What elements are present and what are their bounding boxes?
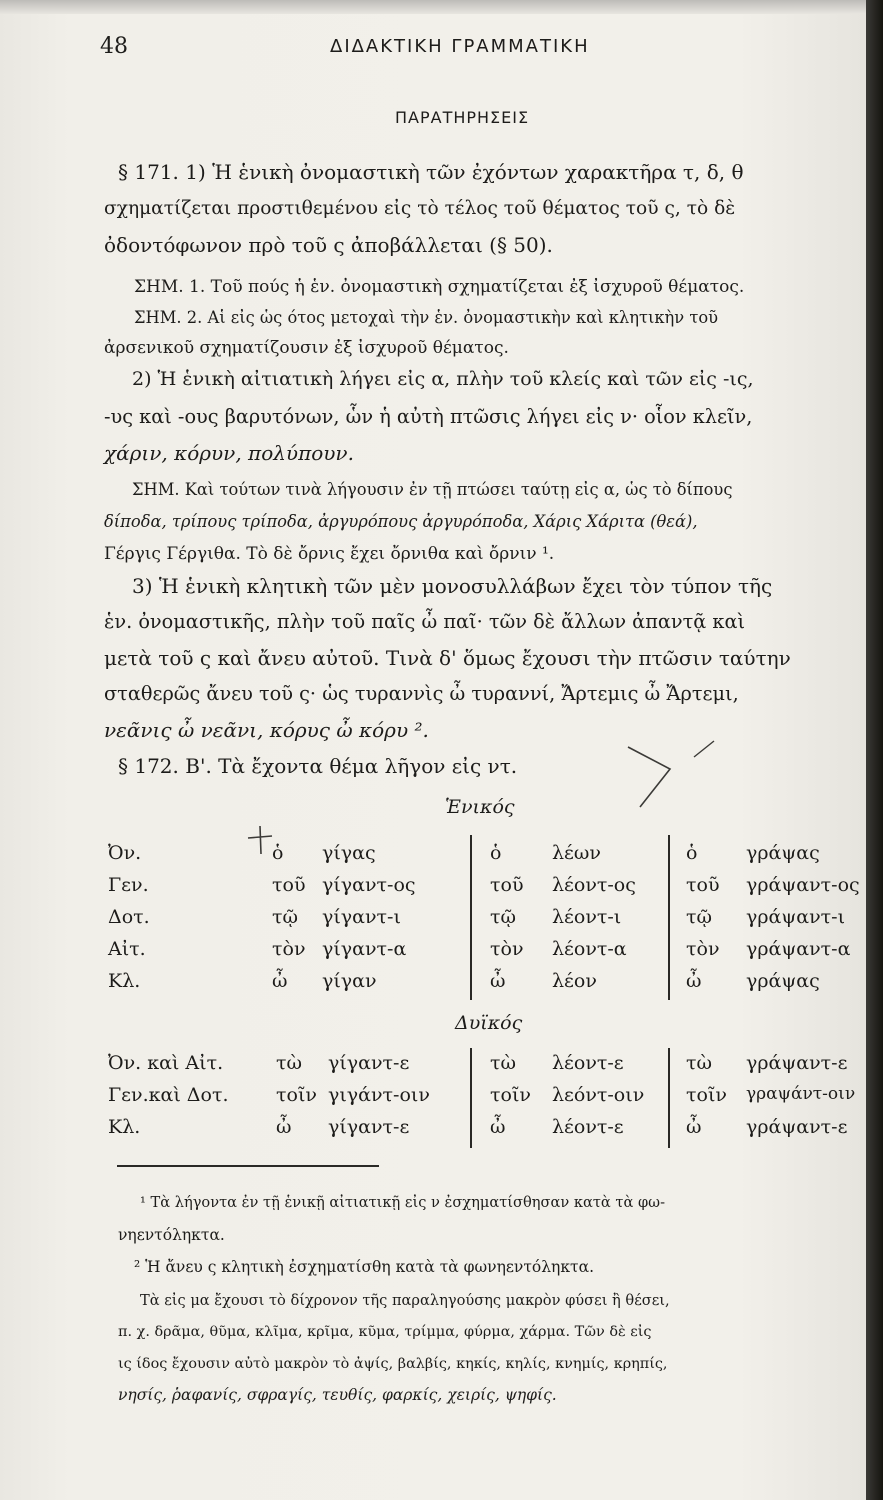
column-divider: [668, 835, 670, 1000]
case-label: Ὀν. καὶ Αἰτ.: [108, 1052, 224, 1074]
section-heading: ΠΑΡΑΤΗΡΗΣΕΙΣ: [395, 108, 530, 127]
dual-heading: Δυϊκός: [455, 1012, 523, 1034]
case-label: Αἰτ.: [108, 938, 146, 960]
noun-form: γιγάντ-οιν: [328, 1084, 430, 1106]
noun-form: γίγαντ-ε: [328, 1116, 410, 1138]
noun-form: λέον: [552, 970, 597, 992]
article: τοῦ: [686, 874, 720, 896]
case-label: Γεν.καὶ Δοτ.: [108, 1084, 229, 1106]
note-line: ΣΗΜ. Καὶ τούτων τινὰ λήγουσιν ἐν τῇ πτώσει ταύτῃ εἰς α, ὡς τὸ δίπους: [132, 480, 733, 499]
noun-form: γίγας: [322, 842, 376, 864]
footnote-line: ² Ἡ ἄνευ ς κλητικὴ ἐσχηματίσθη κατὰ τὰ φωνηεντόληκτα.: [134, 1258, 594, 1276]
column-divider: [470, 1048, 472, 1148]
noun-form: γίγαντ-ε: [328, 1052, 410, 1074]
article: τὸν: [686, 938, 720, 960]
text-line: σταθερῶς ἄνευ τοῦ ς· ὡς τυραννὶς ὦ τυραννί, Ἄρτεμις ὦ Ἄρτεμι,: [104, 682, 739, 705]
article: τὼ: [686, 1052, 713, 1074]
case-label: Γεν.: [108, 874, 149, 896]
noun-form: λέοντ-ε: [552, 1052, 624, 1074]
noun-form: γραψάντ-οιν: [746, 1084, 856, 1104]
case-label: Κλ.: [108, 1116, 141, 1138]
article: τὼ: [276, 1052, 303, 1074]
article: ὁ: [686, 842, 698, 864]
column-divider: [668, 1048, 670, 1148]
article: τὸν: [272, 938, 306, 960]
noun-form: λέοντ-ι: [552, 906, 622, 928]
article: ὦ: [686, 970, 702, 992]
text-line: σχηματίζεται προστιθεμένου εἰς τὸ τέλος τοῦ θέματος τοῦ ς, τὸ δὲ: [104, 198, 736, 219]
noun-form: γίγαντ-α: [322, 938, 407, 960]
article: τῷ: [490, 906, 517, 928]
article: ὁ: [490, 842, 502, 864]
noun-form: λέων: [552, 842, 601, 864]
noun-form: γράψας: [746, 842, 820, 864]
note-line: δίποδα, τρίπους τρίποδα, ἀργυρόπους ἀργυρόποδα, Χάρις Χάριτα (θεά),: [104, 512, 698, 531]
article: ὦ: [490, 970, 506, 992]
noun-form: γράψαντ-ε: [746, 1052, 848, 1074]
noun-form: γίγαντ-ι: [322, 906, 401, 928]
text-line: -υς καὶ -ους βαρυτόνων, ὧν ἡ αὐτὴ πτῶσις λήγει εἰς ν· οἷον κλεῖν,: [104, 405, 753, 428]
article: τοῦ: [272, 874, 306, 896]
case-label: Κλ.: [108, 970, 141, 992]
footnote-line: νησίς, ῥαφανίς, σφραγίς, τευθίς, φαρκίς, χειρίς, ψηφίς.: [118, 1386, 557, 1404]
text-line: μετὰ τοῦ ς καὶ ἄνευ αὐτοῦ. Τινὰ δ' ὅμως ἔχουσι τὴν πτῶσιν ταύτην: [104, 646, 791, 670]
section-172-heading: § 172. Β'. Τὰ ἔχοντα θέμα λῆγον εἰς ντ.: [118, 754, 518, 778]
page-top-shadow: [0, 0, 883, 14]
footnote-line: ις ίδος ἔχουσιν αὐτὸ μακρὸν τὸ ἀψίς, βαλβίς, κηκίς, κηλίς, κνημίς, κρηπίς,: [118, 1356, 668, 1372]
article: τοῖν: [686, 1084, 727, 1106]
article: ὦ: [490, 1116, 506, 1138]
footnote-line: ¹ Τὰ λήγοντα ἐν τῇ ἑνικῇ αἰτιατικῇ εἰς ν ἐσχηματίσθησαν κατὰ τὰ φω-: [140, 1194, 666, 1211]
text-line: 3) Ἡ ἑνικὴ κλητικὴ τῶν μὲν μονοσυλλάβων ἔχει τὸν τύπον τῆς: [132, 574, 773, 598]
book-gutter-edge: [866, 0, 883, 1500]
column-divider: [470, 835, 472, 1000]
case-label: Δοτ.: [108, 906, 150, 928]
note-line: ἀρσενικοῦ σχηματίζουσιν ἐξ ἰσχυροῦ θέματος.: [104, 338, 509, 358]
footnote-line: νηεντόληκτα.: [118, 1226, 225, 1244]
noun-form: λέοντ-α: [552, 938, 627, 960]
article: τὸν: [490, 938, 524, 960]
case-label: Ὀν.: [108, 842, 142, 864]
noun-form: γίγαντ-ος: [322, 874, 416, 896]
note-line: Γέργις Γέργιθα. Τὸ δὲ ὄρνις ἔχει ὄρνιθα καὶ ὄρνιν ¹.: [104, 544, 555, 564]
note-line: ΣΗΜ. 2. Αἱ εἰς ὡς ότος μετοχαὶ τὴν ἑν. ὀνομαστικὴν καὶ κλητικὴν τοῦ: [134, 308, 719, 327]
noun-form: λέοντ-ε: [552, 1116, 624, 1138]
article: τοῦ: [490, 874, 524, 896]
text-line: χάριν, κόρυν, πολύπουν.: [104, 441, 354, 465]
singular-heading: Ἑνικός: [445, 796, 515, 818]
article: τοῖν: [276, 1084, 317, 1106]
text-line: ὀδοντόφωνον πρὸ τοῦ ς ἀποβάλλεται (§ 50).: [104, 233, 553, 257]
article: ὦ: [686, 1116, 702, 1138]
pencil-mark-icon: [610, 735, 730, 815]
article: τὼ: [490, 1052, 517, 1074]
noun-form: γράψας: [746, 970, 820, 992]
text-line: § 171. 1) Ἡ ἑνικὴ ὀνομαστικὴ τῶν ἐχόντων χαρακτῆρα τ, δ, θ: [118, 160, 744, 184]
text-line: ἑν. ὀνομαστικῆς, πλὴν τοῦ παῖς ὦ παῖ· τῶν δὲ ἄλλων ἀπαντᾷ καὶ: [104, 610, 746, 633]
noun-form: γράψαντ-ος: [746, 874, 860, 896]
noun-form: γράψαντ-α: [746, 938, 851, 960]
footnote-rule: [117, 1165, 379, 1167]
footnote-line: π. χ. δρᾶμα, θῦμα, κλῖμα, κρῖμα, κῦμα, τρίμμα, φύρμα, χάρμα. Τῶν δὲ εἰς: [118, 1324, 652, 1340]
article: ὦ: [272, 970, 288, 992]
article: ὦ: [276, 1116, 292, 1138]
article: τῷ: [686, 906, 713, 928]
article: τοῖν: [490, 1084, 531, 1106]
noun-form: γράψαντ-ι: [746, 906, 846, 928]
noun-form: λέοντ-ος: [552, 874, 636, 896]
noun-form: γράψαντ-ε: [746, 1116, 848, 1138]
article: ὁ: [272, 842, 284, 864]
text-line: νεᾶνις ὦ νεᾶνι, κόρυς ὦ κόρυ ².: [104, 718, 429, 742]
footnote-line: Τὰ εἰς μα ἔχουσι τὸ δίχρονον τῆς παραληγούσης μακρὸν φύσει ἢ θέσει,: [140, 1292, 670, 1309]
running-head: ΔΙΔΑΚΤΙΚΗ ΓΡΑΜΜΑΤΙΚΗ: [330, 36, 590, 57]
article: τῷ: [272, 906, 299, 928]
noun-form: γίγαν: [322, 970, 377, 992]
note-line: ΣΗΜ. 1. Τοῦ πούς ἡ ἑν. ὀνομαστικὴ σχηματίζεται ἐξ ἰσχυροῦ θέματος.: [134, 277, 745, 297]
text-line: 2) Ἡ ἑνικὴ αἰτιατικὴ λήγει εἰς α, πλὴν τοῦ κλείς καὶ τῶν εἰς -ις,: [132, 368, 754, 390]
page-number: 48: [100, 34, 128, 59]
noun-form: λεόντ-οιν: [552, 1084, 645, 1106]
